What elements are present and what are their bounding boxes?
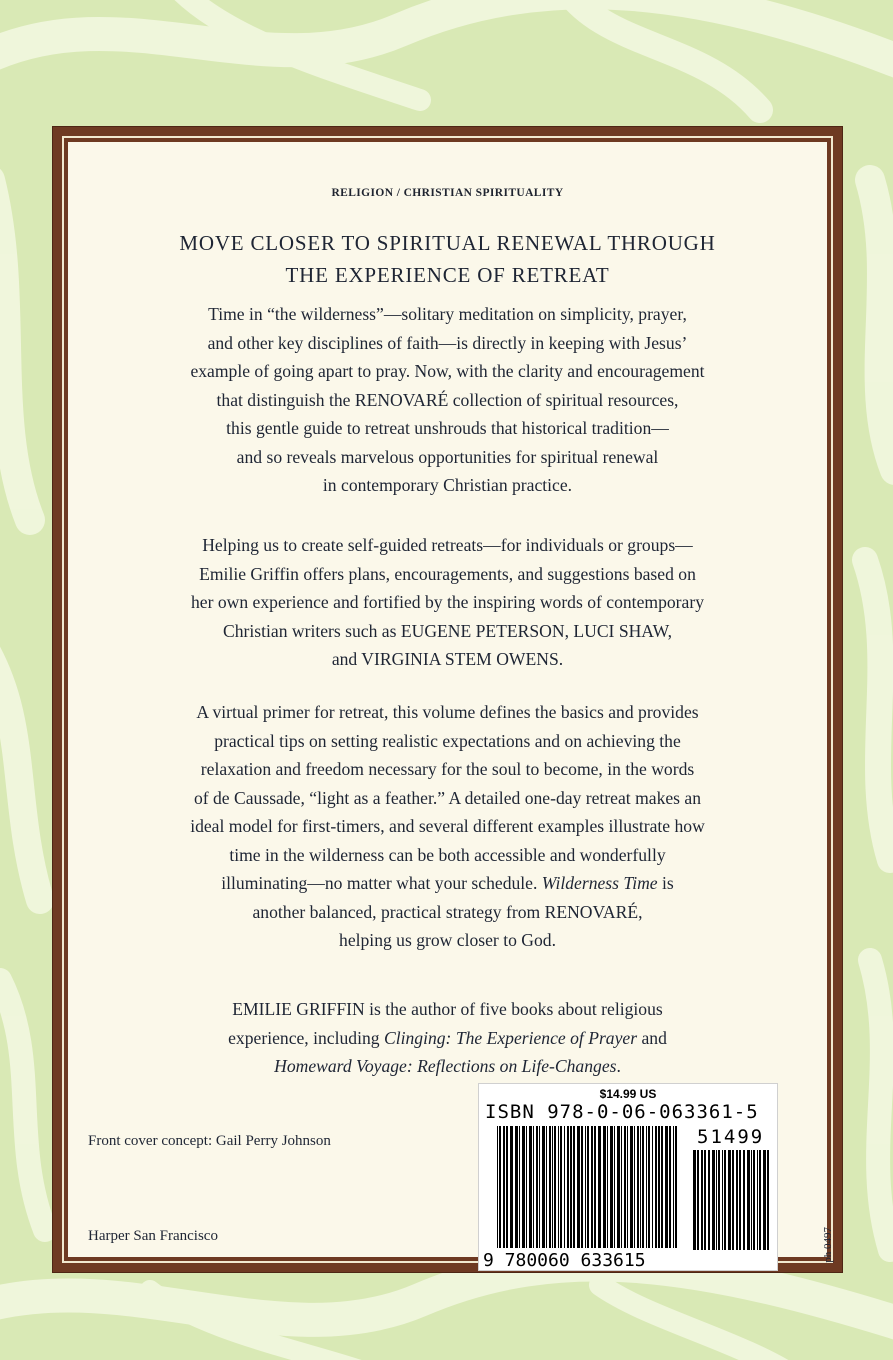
barcode-bar [736, 1150, 738, 1250]
barcode-bar [581, 1126, 583, 1248]
book-title: Wilderness Time [541, 873, 658, 893]
addon-bars [693, 1150, 769, 1250]
barcode-bar [497, 1126, 498, 1248]
ean13-bars [497, 1126, 677, 1248]
barcode-bar [767, 1150, 769, 1250]
barcode-bar [634, 1126, 635, 1248]
barcode-bar [648, 1126, 650, 1248]
cover-credit: Front cover concept: Gail Perry Johnson [88, 1133, 331, 1149]
barcode-bar [603, 1126, 606, 1248]
barcode-bar [739, 1150, 741, 1250]
paragraph-line: Time in “the wilderness”—solitary meditation on simplicity, prayer, [208, 304, 687, 324]
barcode-bar [522, 1126, 525, 1248]
barcode-bar [503, 1126, 505, 1248]
barcode-bar [718, 1150, 720, 1250]
paragraph-line: practical tips on setting realistic expectations and on achieving the [214, 730, 681, 751]
paragraph-line: helping us grow closer to God. [339, 930, 556, 950]
barcode-bar [577, 1126, 580, 1248]
barcode-bar [732, 1150, 734, 1250]
publisher-name: Harper San Francisco [88, 1228, 218, 1244]
barcode-bar [519, 1126, 520, 1248]
barcode-bar [552, 1126, 553, 1248]
barcode-bar [549, 1126, 551, 1248]
barcode-bar [675, 1126, 677, 1248]
barcode-bar [697, 1150, 699, 1250]
barcode-bar [693, 1150, 696, 1250]
paragraph-line: ideal model for first-timers, and several different examples illustrate how [190, 816, 705, 836]
barcode-bar [607, 1126, 608, 1248]
paragraph-line: time in the wilderness can be both accessible and wonderfully [229, 844, 666, 865]
barcode-bar [564, 1126, 565, 1248]
text-run: . [616, 1056, 621, 1076]
barcode-bar [506, 1126, 508, 1248]
paragraph-line: and VIRGINIA STEM OWENS. [331, 649, 564, 669]
barcode-bar [701, 1150, 703, 1250]
barcode-bar [546, 1126, 547, 1248]
paragraph-line: Helping us to create self-guided retreats—for individuals or groups— [202, 535, 693, 555]
barcode-bar [712, 1150, 715, 1250]
headline-line: THE EXPERIENCE OF RETREAT [285, 263, 610, 287]
barcode-bar [642, 1126, 644, 1248]
barcode-bar [704, 1150, 706, 1250]
barcode-bar [614, 1126, 615, 1248]
paragraph-line: her own experience and fortified by the inspiring words of contemporary [191, 592, 704, 612]
barcode-bar [594, 1126, 596, 1248]
book-title: Homeward Voyage: Reflections on Life-Changes [274, 1056, 617, 1076]
paragraph-line [86, 869, 809, 898]
barcode-bar [515, 1126, 518, 1248]
barcode-bar [573, 1126, 575, 1248]
barcode-bar [743, 1150, 745, 1250]
barcode-bar [728, 1150, 731, 1250]
paragraph-line: and so reveals marvelous opportunities for spiritual renewal [236, 446, 659, 467]
barcode-bar [640, 1126, 641, 1248]
barcode-bar [610, 1126, 613, 1248]
barcode-bar [665, 1126, 668, 1248]
paragraph-line: this gentle guide to retreat unshrouds that historical tradition— [226, 418, 669, 438]
barcode-bar [499, 1126, 501, 1248]
paragraph-line [86, 1052, 809, 1081]
category-label: RELIGION / CHRISTIAN SPIRITUALITY [331, 187, 564, 199]
barcode-bar [591, 1126, 593, 1248]
barcode-bar [669, 1126, 671, 1248]
barcode-bar [757, 1150, 758, 1250]
barcode-bar [655, 1126, 657, 1248]
barcode-bar [617, 1126, 620, 1248]
author-bio [86, 995, 809, 1081]
barcode-bar [716, 1150, 717, 1250]
isbn-label: ISBN 978-0-06-063361-5 [485, 1101, 759, 1123]
barcode-bar [627, 1126, 628, 1248]
barcode-bar [759, 1150, 761, 1250]
barcode-bar [747, 1150, 750, 1250]
barcode-bar [708, 1150, 710, 1250]
paragraph-line: EMILIE GRIFFIN is the author of five books about religious [232, 999, 663, 1019]
barcode-bar [598, 1126, 601, 1248]
barcode-bar [724, 1150, 726, 1250]
barcode-label [478, 1083, 778, 1271]
barcode-bar [554, 1126, 556, 1248]
headline [88, 227, 807, 291]
addon-number: 51499 [697, 1126, 765, 1148]
barcode-bar [624, 1126, 626, 1248]
paragraph-line: and other key disciplines of faith—is directly in keeping with Jesus’ [207, 332, 688, 353]
text-run: experience, including [228, 1027, 384, 1048]
book-title: Clinging: The Experience of Prayer [383, 1027, 638, 1048]
barcode-bar [542, 1126, 545, 1248]
barcode-bar [630, 1126, 633, 1248]
text-run: illuminating—no matter what your schedule. [221, 873, 542, 893]
paragraph-line: Emilie Griffin offers plans, encouragements, and suggestions based on [199, 563, 696, 584]
paragraph-line: of de Caussade, “light as a feather.” A detailed one-day retreat makes an [193, 787, 702, 808]
barcode-bar [637, 1126, 639, 1248]
barcode-bar [658, 1126, 660, 1248]
barcode-bar [510, 1126, 513, 1248]
barcode-bar [539, 1126, 540, 1248]
barcode-bar [763, 1150, 766, 1250]
barcode-bar [585, 1126, 586, 1248]
barcode-digits: 9 780060 633615 [483, 1250, 646, 1271]
paragraph-line: in contemporary Christian practice. [322, 475, 573, 495]
barcode-bar [722, 1150, 723, 1250]
text-run: and [637, 1027, 667, 1048]
description-paragraph-3 [86, 698, 809, 955]
paragraph-line: that distinguish the RENOVARÉ collection of spiritual resources, [216, 389, 679, 410]
barcode-bar [536, 1126, 538, 1248]
barcode-graphic [479, 1084, 777, 1270]
barcode-bar [526, 1126, 527, 1248]
paragraph-line: example of going apart to pray. Now, with the clarity and encouragement [190, 361, 705, 381]
side-code: ph 0497 [822, 1227, 834, 1263]
barcode-bar [587, 1126, 589, 1248]
barcode-bar [673, 1126, 674, 1248]
text-run: is [657, 873, 674, 893]
headline-line: MOVE CLOSER TO SPIRITUAL RENEWAL THROUGH [179, 231, 716, 255]
description-paragraph-2 [86, 531, 809, 674]
barcode-bar [533, 1126, 534, 1248]
barcode-bar [652, 1126, 653, 1248]
paragraph-line: A virtual primer for retreat, this volume defines the basics and provides [196, 702, 699, 722]
barcode-bar [646, 1126, 647, 1248]
paragraph-line [86, 1024, 809, 1053]
description-paragraph-1 [86, 300, 809, 500]
barcode-bar [567, 1126, 569, 1248]
barcode-bar [560, 1126, 562, 1248]
paragraph-line: relaxation and freedom necessary for the soul to become, in the words [200, 759, 695, 779]
barcode-bar [751, 1150, 752, 1250]
barcode-bar [621, 1126, 622, 1248]
barcode-bar [558, 1126, 559, 1248]
paragraph-line: Christian writers such as EUGENE PETERSON, LUCI SHAW, [223, 620, 672, 641]
price: $14.99 US [599, 1087, 657, 1101]
paragraph-line: another balanced, practical strategy from RENOVARÉ, [252, 901, 643, 922]
barcode-bar [753, 1150, 755, 1250]
barcode-bar [529, 1126, 532, 1248]
barcode-bar [661, 1126, 663, 1248]
barcode-bar [570, 1126, 572, 1248]
